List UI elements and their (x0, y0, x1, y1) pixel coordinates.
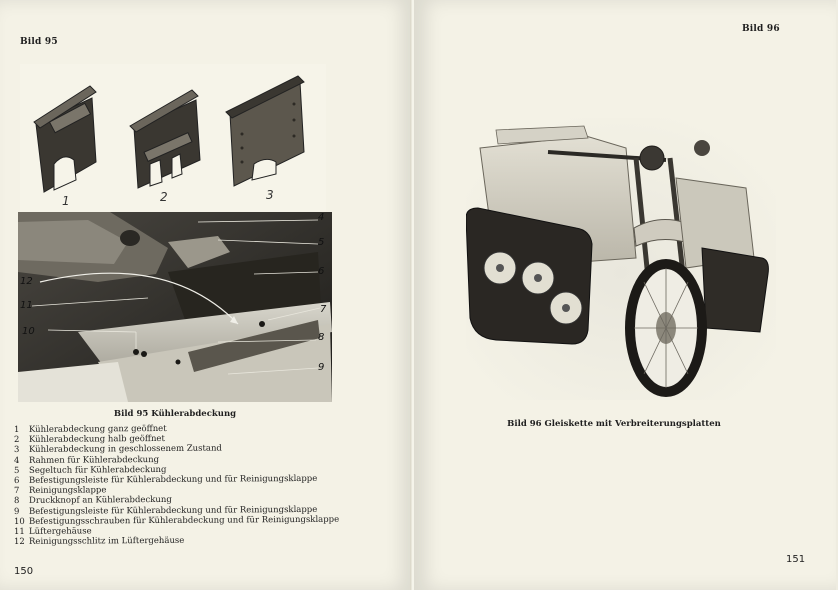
figure-label: Bild 96 (742, 24, 780, 34)
legend-item: 9 Befestigungsleiste für Kühlerabdeckung und für Reinigungsklappe (13, 504, 318, 517)
legend-item: 11 Lüftergehäuse (13, 526, 92, 538)
radiator-cover-photo (18, 212, 332, 402)
half-track-vehicle-photo (466, 118, 776, 400)
legend-item: 7 Reinigungsklappe (13, 485, 107, 497)
callout-6: 6 (318, 266, 325, 277)
legend-item: 8 Druckknopf an Kühlerabdeckung (13, 495, 172, 507)
plate-number-2: 2 (160, 190, 168, 204)
page-number-right: 151 (786, 554, 806, 565)
legend-item: 6 Befestigungsleiste für Kühlerabdeckung und für Reinigungsklappe (13, 473, 318, 487)
callout-7: 7 (320, 304, 327, 315)
legend-item: 4 Rahmen für Kühlerabdeckung (13, 454, 160, 466)
legend-item: 10 Befestigungsschrauben für Kühlerabdeckung und für Reinigungsklappe (13, 514, 340, 527)
figure-label: Bild 95 (20, 37, 58, 47)
callout-12: 12 (20, 276, 33, 287)
legend-item: 1 Kühlerabdeckung ganz geöffnet (13, 423, 167, 435)
callout-11: 11 (20, 300, 33, 311)
callout-5: 5 (318, 237, 325, 248)
figure-caption: Bild 96 Gleiskette mit Verbreiterungsplatten (507, 419, 721, 429)
legend-item: 12 Reinigungsschlitz im Lüftergehäuse (13, 536, 185, 548)
page-number-left: 150 (14, 566, 34, 577)
callout-8: 8 (318, 332, 325, 343)
legend-item: 5 Segeltuch für Kühlerabdeckung (13, 464, 167, 476)
radiator-photo-drawing (18, 212, 332, 402)
legend-list (14, 425, 374, 547)
plate-number-3: 3 (266, 188, 274, 202)
callout-10: 10 (22, 326, 35, 337)
legend-item: 2 Kühlerabdeckung halb geöffnet (13, 434, 165, 446)
right-page (414, 0, 836, 590)
left-page (0, 0, 412, 590)
figure-caption: Bild 95 Kühlerabdeckung (113, 409, 237, 419)
callout-9: 9 (318, 362, 325, 373)
radiator-cover-plates-illustration (20, 64, 326, 214)
callout-4: 4 (318, 212, 325, 223)
legend-item: 3 Kühlerabdeckung in geschlossenem Zustand (13, 443, 222, 456)
vehicle-drawing (466, 118, 776, 400)
plates-drawing (20, 64, 326, 214)
plate-number-1: 1 (62, 194, 70, 208)
